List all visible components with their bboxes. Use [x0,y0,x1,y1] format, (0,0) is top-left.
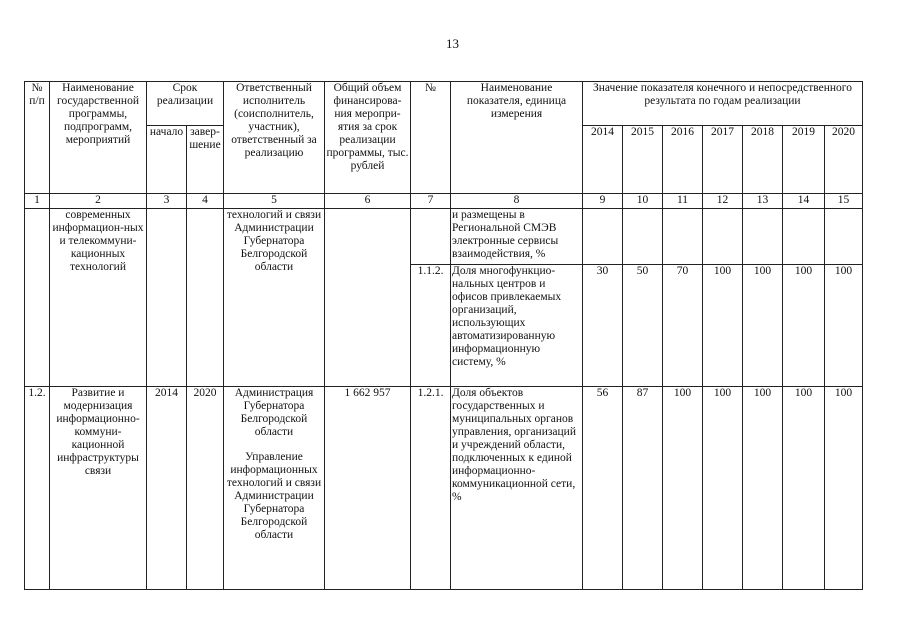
value-cell: 87 [623,387,663,590]
header-program-name: Наименование государственной программы, подпрограмм, мероприятий [50,82,147,194]
value-cell: 56 [583,387,623,590]
value-cell: 50 [623,265,663,387]
header-start: начало [147,126,187,194]
indicator-cell: Доля многофункцио-нальных центров и офисов привлекаемых организаций, использующих автоматизированную информационную систему, % [451,265,583,387]
header-year: 2018 [743,126,783,194]
header-year: 2015 [623,126,663,194]
value-cell: 100 [743,387,783,590]
column-number: 13 [743,194,783,209]
row-number: 1.2. [25,387,50,590]
table-row [25,387,863,590]
header-finance: Общий объем финансирова-ния меропри-ятия за срок реализации программы, тыс. рублей [325,82,411,194]
header-np: № п/п [25,82,50,194]
column-number: 14 [783,194,825,209]
value-cell: 100 [825,265,863,387]
header-indicator: Наименование показателя, единица измерения [451,82,583,194]
program-name-cell: современных информацион-ных и телекоммуни-кационных технологий [50,209,147,387]
header-values: Значение показателя конечного и непосредственного результата по годам реализации [583,82,863,126]
table-row [25,209,863,265]
header-year: 2017 [703,126,743,194]
column-number: 7 [411,194,451,209]
header-year: 2020 [825,126,863,194]
header-no: № [411,82,451,194]
header-year: 2014 [583,126,623,194]
header-end: завер-шение [187,126,224,194]
column-number: 1 [25,194,50,209]
value-cell: 70 [663,265,703,387]
column-number: 12 [703,194,743,209]
value-cell: 100 [663,387,703,590]
indicator-cell: Доля объектов государственных и муниципальных органов управления, организаций и учреждений области, подключенных к единой информационно-коммуникационной сети, % [451,387,583,590]
header-year: 2019 [783,126,825,194]
page-number: 13 [446,36,459,51]
value-cell: 100 [703,265,743,387]
value-cell: 100 [783,387,825,590]
value-cell: 30 [583,265,623,387]
column-number: 8 [451,194,583,209]
executor-primary: Администрация Губернатора Белгородской области [234,387,314,438]
indicator-cell: и размещены в Региональной СМЭВ электронные сервисы взаимодействия, % [451,209,583,265]
program-name-cell: Развитие и модернизация информационно-коммуни-кационной инфраструктуры связи [50,387,147,590]
column-number: 11 [663,194,703,209]
header-year: 2016 [663,126,703,194]
column-number: 15 [825,194,863,209]
finance-cell: 1 662 957 [325,387,411,590]
executor-cell: технологий и связи Администрации Губернатора Белгородской области [224,209,325,387]
column-number: 2 [50,194,147,209]
column-number: 9 [583,194,623,209]
column-number: 3 [147,194,187,209]
value-cell: 100 [743,265,783,387]
indicator-number: 1.1.2. [411,265,451,387]
value-cell: 100 [703,387,743,590]
column-number: 4 [187,194,224,209]
executor-cell [224,387,325,590]
indicator-number: 1.2.1. [411,387,451,590]
value-cell: 100 [783,265,825,387]
executor-secondary: Управление информационных технологий и связи Администрации Губернатора Белгородской области [226,451,322,541]
value-cell: 100 [825,387,863,590]
header-executor: Ответственный исполнитель (соисполнитель, участник), ответственный за реализацию [224,82,325,194]
column-number: 5 [224,194,325,209]
column-number: 6 [325,194,411,209]
column-numbers-row [25,194,863,209]
header-srok: Срок реализации [147,82,224,126]
program-table [24,81,863,590]
start-year-cell: 2014 [147,387,187,590]
column-number: 10 [623,194,663,209]
end-year-cell: 2020 [187,387,224,590]
